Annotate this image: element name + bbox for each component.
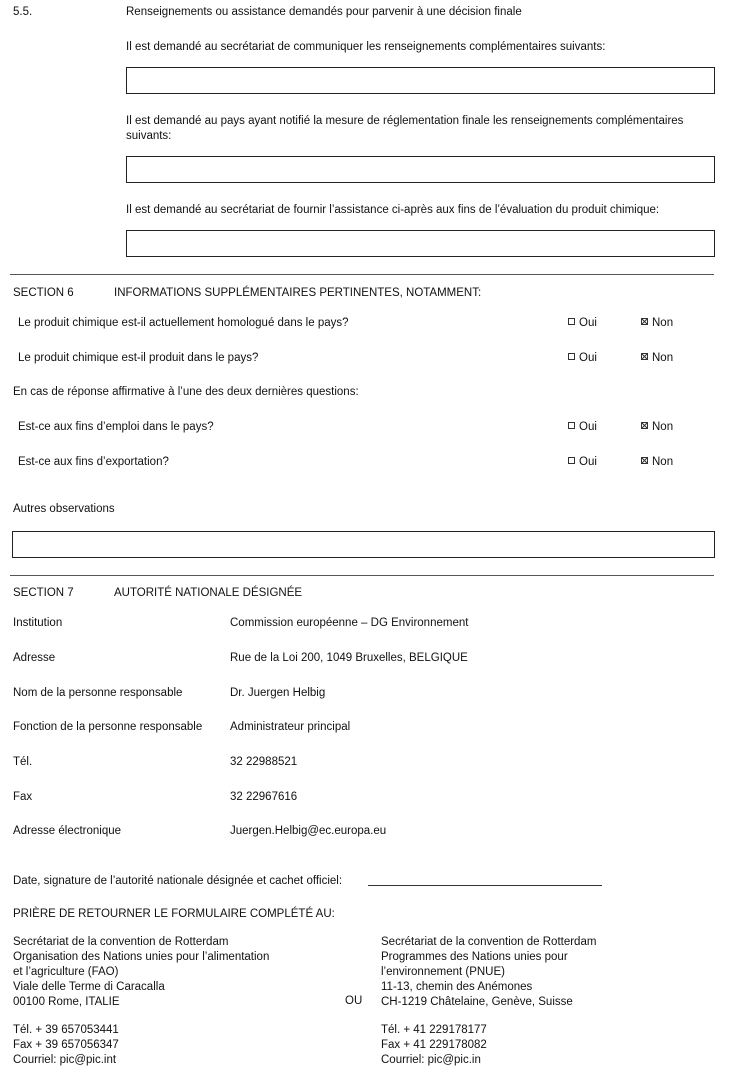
address-line: 11-13, chemin des Anémones [381,981,533,993]
contact-email: Courriel: pic@pic.in [381,1054,481,1066]
other-observations-field[interactable] [12,531,715,558]
section-label: SECTION 6 [13,287,74,299]
checkbox-icon [568,318,575,325]
field-value-fax: 32 22967616 [230,791,298,803]
question-label: Le produit chimique est-il actuellement homologué dans le pays? [18,317,349,329]
contact-unep [381,1023,487,1068]
field-value-function: Administrateur principal [230,721,351,733]
signature-label: Date, signature de l’autorité nationale désignée et cachet officiel: [13,875,343,887]
address-line: Secrétariat de la convention de Rotterdam [381,936,597,948]
section-divider [10,274,714,275]
address-line: 00100 Rome, ITALIE [13,996,120,1008]
field-value-phone: 32 22988521 [230,756,298,768]
secretariat-info-field[interactable] [126,67,715,94]
address-line: et l’agriculture (FAO) [13,966,119,978]
non-checkbox[interactable]: Non [641,456,673,468]
contact-fax: Fax + 41 229178082 [381,1039,487,1051]
address-line: Viale delle Terme di Caracalla [13,981,165,993]
section-title: INFORMATIONS SUPPLÉMENTAIRES PERTINENTES, NOTAMMENT: [114,287,482,299]
field-label-function: Fonction de la personne responsable [13,721,203,733]
contact-phone: Tél. + 41 229178177 [381,1024,487,1036]
oui-checkbox[interactable]: Oui [568,317,597,329]
contact-fao [13,1023,119,1068]
checked-box-icon [641,457,648,464]
checkbox-icon [568,422,575,429]
address-line: Programmes des Nations unies pour [381,951,568,963]
field-label-institution: Institution [13,617,63,629]
field-value-address: Rue de la Loi 200, 1049 Bruxelles, BELGIQUE [230,652,468,664]
secretariat-assistance-field[interactable] [126,230,715,257]
other-observations-label: Autres observations [13,503,115,515]
section-divider [10,575,714,576]
field-label-email: Adresse électronique [13,825,122,837]
contact-phone: Tél. + 39 657053441 [13,1024,119,1036]
or-separator: OU [345,995,363,1007]
question-label: Il est demandé au secrétariat de communiquer les renseignements complémentaires suivants: [126,41,606,53]
question-label: Il est demandé au pays ayant notifié la mesure de réglementation finale les renseignements complémentaires [126,115,684,127]
oui-checkbox[interactable]: Oui [568,352,597,364]
signature-line[interactable] [368,885,602,886]
return-title: PRIÈRE DE RETOURNER LE FORMULAIRE COMPLÉTÉ AU: [13,908,335,920]
field-label-person: Nom de la personne responsable [13,687,183,699]
address-line: Secrétariat de la convention de Rotterdam [13,936,229,948]
field-label-fax: Fax [13,791,33,803]
question-label: Est-ce aux fins d’exportation? [18,456,169,468]
conditional-note: En cas de réponse affirmative à l’une des deux dernières questions: [13,386,359,398]
section-number: 5.5. [13,6,33,18]
address-line: l’environnement (PNUE) [381,966,505,978]
question-label-cont: suivants: [126,130,172,142]
checked-box-icon [641,422,648,429]
non-checkbox[interactable]: Non [641,421,673,433]
field-label-phone: Tél. [13,756,33,768]
field-label-address: Adresse [13,652,56,664]
question-label: Est-ce aux fins d’emploi dans le pays? [18,421,214,433]
checkbox-icon [568,457,575,464]
checked-box-icon [641,353,648,360]
oui-checkbox[interactable]: Oui [568,456,597,468]
address-fao [13,935,269,1010]
question-label: Il est demandé au secrétariat de fournir l’assistance ci-après aux fins de l’évaluation du produit chimique: [126,204,660,216]
section-label: SECTION 7 [13,587,74,599]
section-title: AUTORITÉ NATIONALE DÉSIGNÉE [114,587,303,599]
address-line: Organisation des Nations unies pour l’alimentation [13,951,270,963]
section-title: Renseignements ou assistance demandés pour parvenir à une décision finale [126,6,522,18]
field-value-institution: Commission européenne – DG Environnement [230,617,469,629]
non-checkbox[interactable]: Non [641,317,673,329]
question-label: Le produit chimique est-il produit dans le pays? [18,352,259,364]
checkbox-icon [568,353,575,360]
notifying-country-info-field[interactable] [126,156,715,183]
address-unep [381,935,596,1010]
contact-email: Courriel: pic@pic.int [13,1054,117,1066]
checked-box-icon [641,318,648,325]
oui-checkbox[interactable]: Oui [568,421,597,433]
non-checkbox[interactable]: Non [641,352,673,364]
address-line: CH-1219 Châtelaine, Genève, Suisse [381,996,573,1008]
contact-fax: Fax + 39 657056347 [13,1039,119,1051]
field-value-email: Juergen.Helbig@ec.europa.eu [230,825,387,837]
field-value-person: Dr. Juergen Helbig [230,687,326,699]
